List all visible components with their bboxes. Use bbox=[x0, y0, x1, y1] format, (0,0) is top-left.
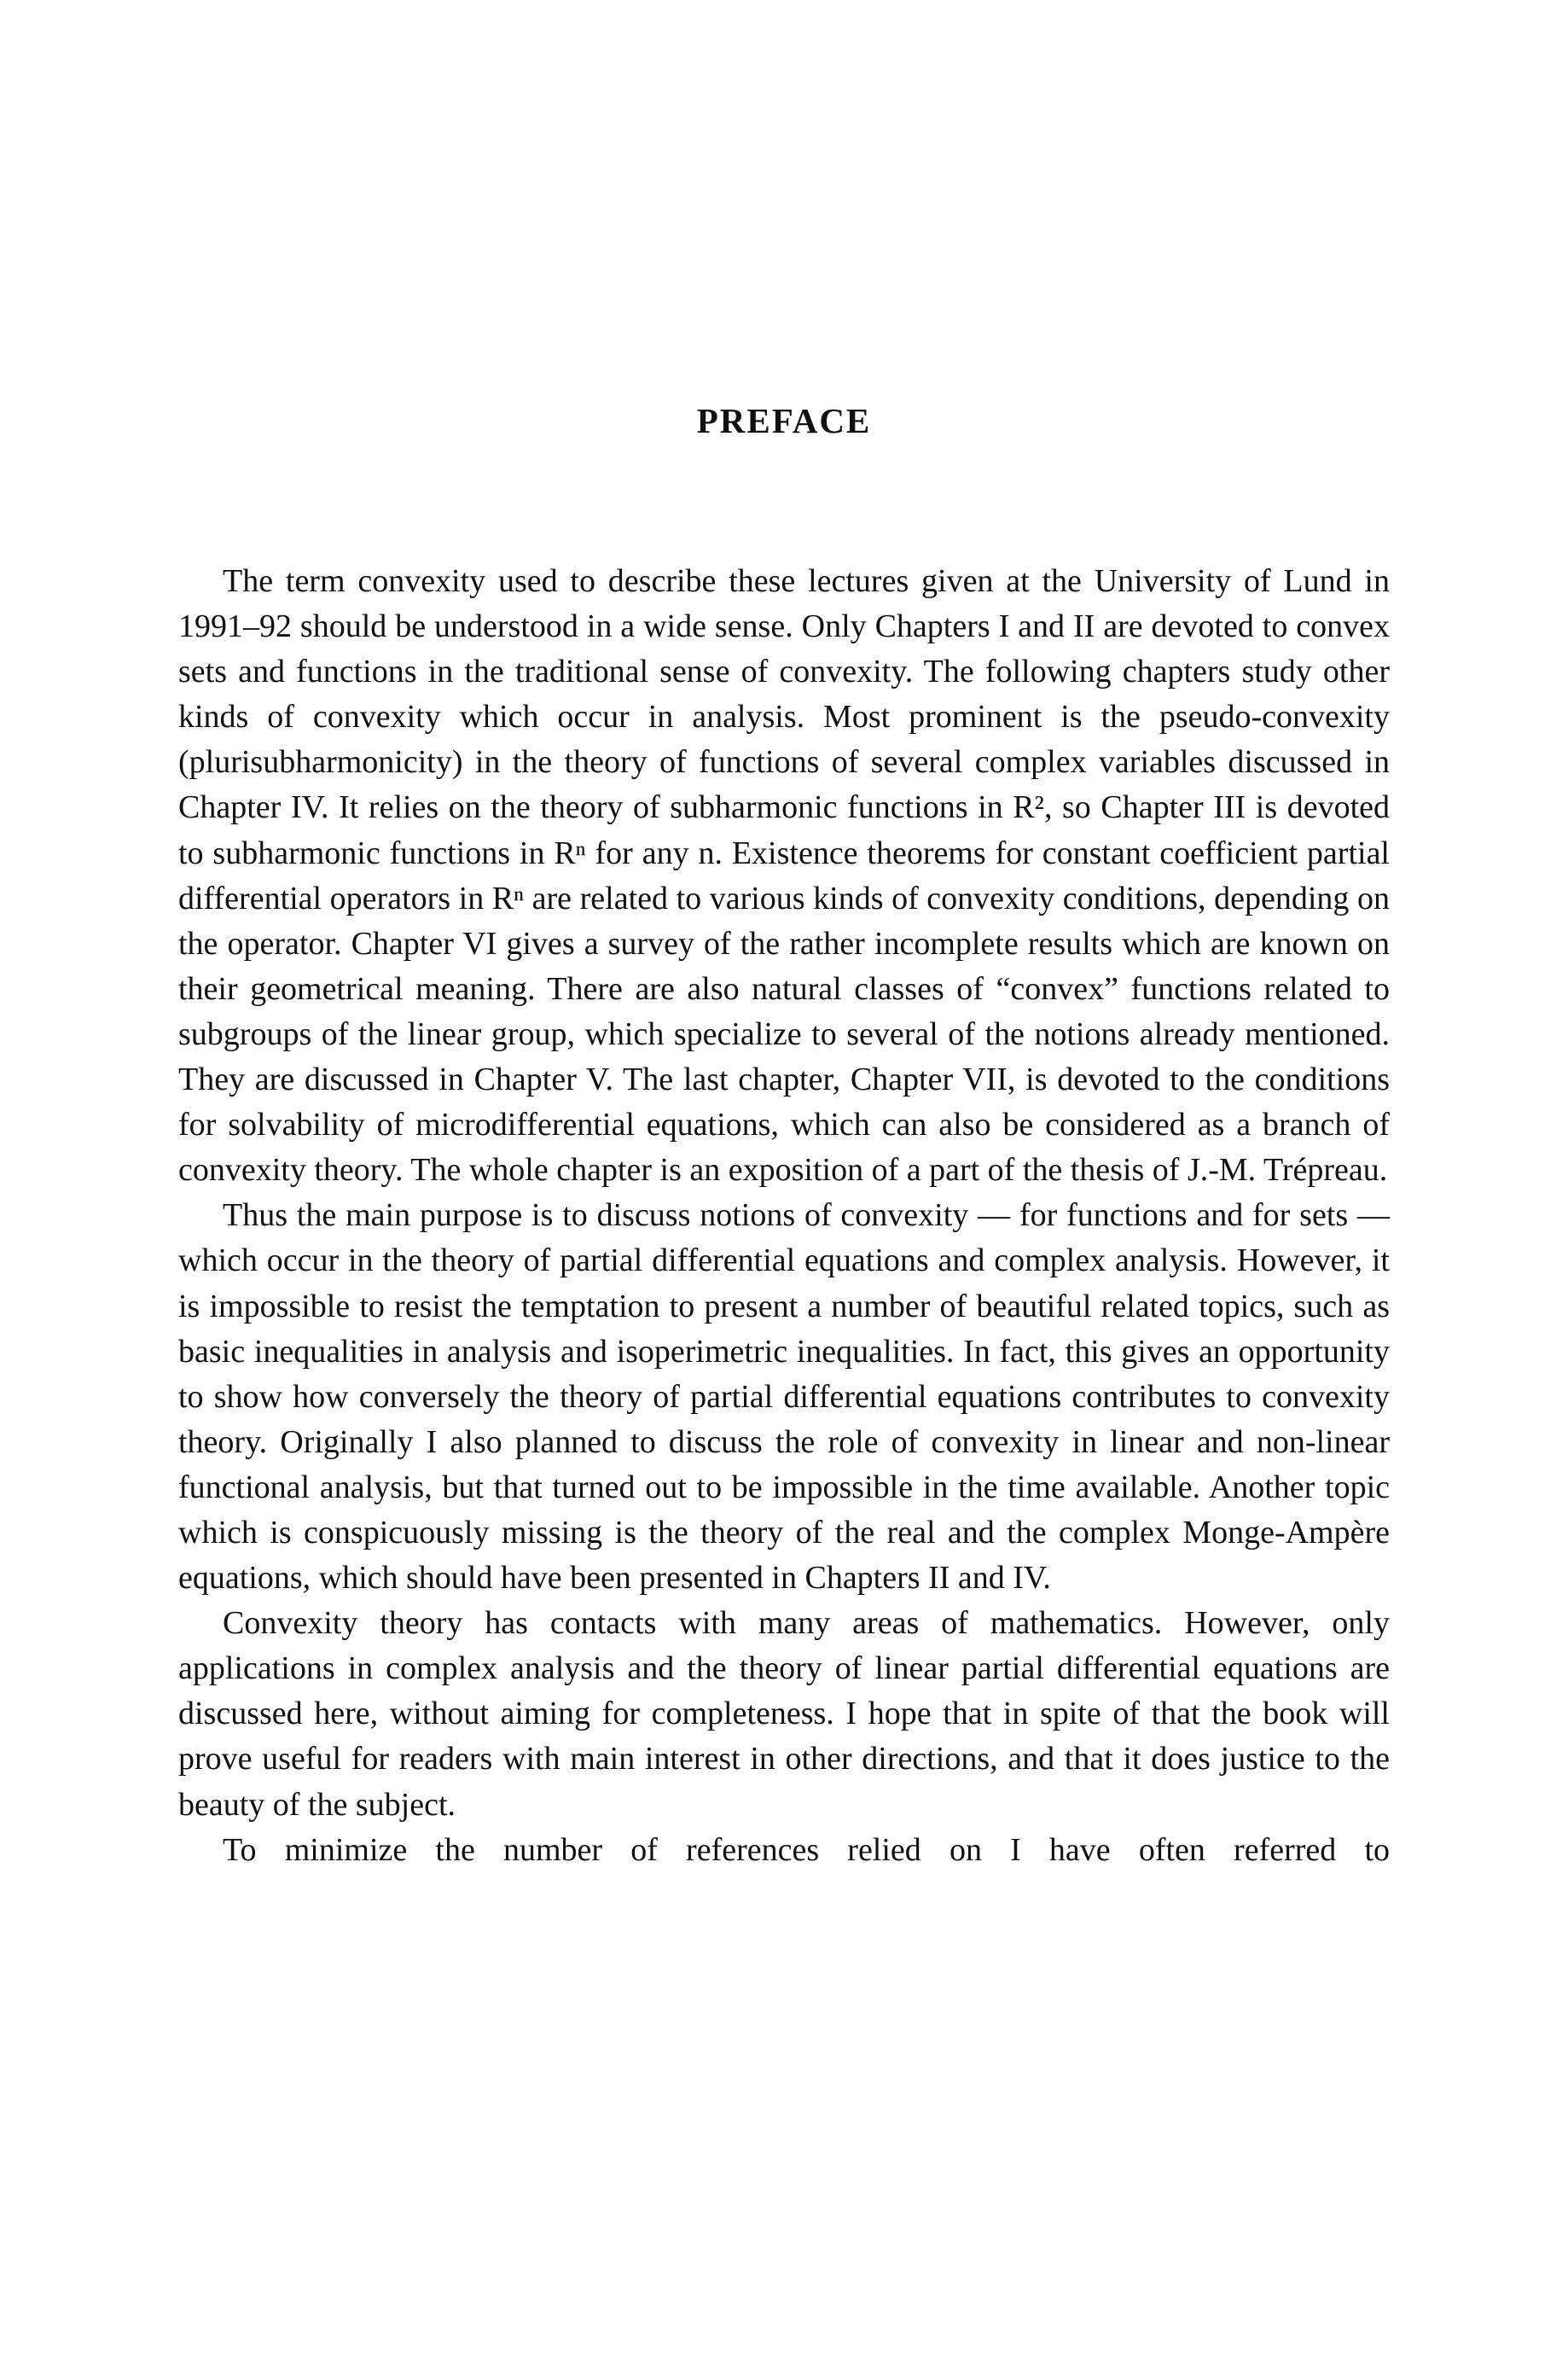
paragraph-4: To minimize the number of references relied on I have often referred to bbox=[223, 1831, 1390, 1868]
paragraph-2: Thus the main purpose is to discuss notions of convexity — for functions and for sets — which occur in the theory of partial differential equations and complex analysis. However, it is impossible to resist the temptation to present a number of beautiful related topics, such as basic inequalities in analysis and isoperimetric inequalities. In fact, this gives an opportunity to show how conversely the theory of partial differential equations contributes to convexity theory. Originally I also planned to discuss the role of convexity in linear and non-linear functional analysis, but that turned out to be impossible in the time available. Another topic which is conspicuously missing is the theory of the real and the complex Monge-Ampère equations, which should have been presented in Chapters II and IV. bbox=[178, 1197, 1390, 1597]
paragraph-3: Convexity theory has contacts with many areas of mathematics. However, only applications in complex analysis and the theory of linear partial differential equations are discussed here, without aiming for completeness. I hope that in spite of that the book will prove useful for readers with main interest in other directions, and that it does justice to the beauty of the subject. bbox=[178, 1605, 1390, 1823]
paragraph-1: The term convexity used to describe these lectures given at the University of Lund in 1991–92 should be understood in a wide sense. Only Chapters I and II are devoted to convex sets and functions in the traditional sense of convexity. The following chapters study other kinds of convexity which occur in analysis. Most prominent is the pseudo-convexity (plurisubharmonicity) in the theory of functions of several complex variables discussed in Chapter IV. It relies on the theory of subharmonic functions in R², so Chapter III is devoted to subharmonic functions in Rⁿ for any n. Existence theorems for constant coefficient partial differential operators in Rⁿ are related to various kinds of convexity conditions, depending on the operator. Chapter VI gives a survey of the rather incomplete results which are known on their geometrical meaning. There are also natural classes of “convex” functions related to subgroups of the linear group, which specialize to several of the notions already mentioned. They are discussed in Chapter V. The last chapter, Chapter VII, is devoted to the conditions for solvability of microdifferential equations, which can also be considered as a branch of convexity theory. The whole chapter is an exposition of a part of the thesis of J.-M. Trépreau. bbox=[178, 563, 1390, 1189]
page-title: PREFACE bbox=[696, 401, 872, 440]
preface-body bbox=[178, 559, 1390, 1873]
